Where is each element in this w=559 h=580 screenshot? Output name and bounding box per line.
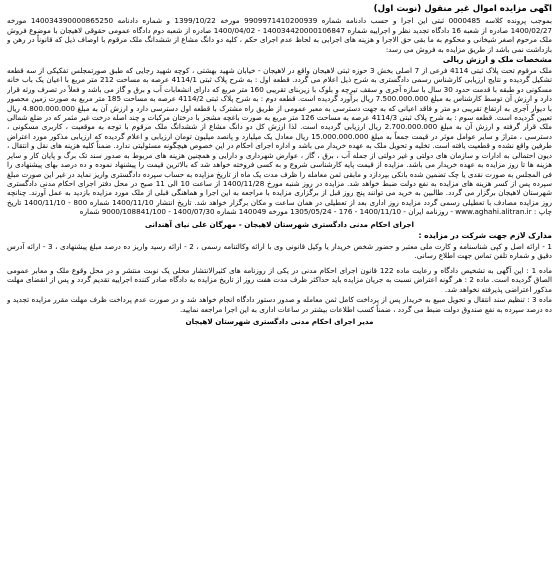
terms-paragraph-2: ماده 3 : تنظیم سند انتقال و تحویل مبیع به خریدار پس از پرداخت کامل ثمن معامله و صدور دستور دادگاه انجام خواهد شد و در صورت عدم پرداخت ظرف مهلت مقرر مزایده تجدید و ده درصد سپرده به نفع صندوق دولت ضبط می گردد ، ضمناً کسب اطلاعات بیشتر در ساعات اداری به این اجرا مراجعه نمایید. (7, 295, 552, 314)
documents-list: 1 - ارائه اصل و کپی شناسنامه و کارت ملی معتبر و حضور شخص خریدار یا وکیل قانونی وی با ارائه وکالتنامه رسمی ، 2 - ارائه رسید واریز ده درصد مبلغ پیشنهادی ، 3 - ارائه آدرس دقیق و شماره تلفن تماس جهت اطلاع رسانی. (7, 241, 552, 261)
notice-page (7, 4, 552, 572)
notice-body: ملک مرقوم تحت پلاک ثبتی 4114 فرعی از 7 اصلی بخش 3 حوزه ثبتی لاهیجان واقع در لاهیجان - خیابان شهید بهشتی ، کوچه شهید رجایی که طبق صورتمجلس تفکیکی از سه قطعه تشکیل گردیده و نتایج ارزیابی کارشناس رسمی دادگستری به شرح ذیل اعلام می گردد. قطعه اول : به شرح پلاک ثبتی 4114/1 عرصه به مساحت 212 متر مربع با اعیان یک باب خانه مسکونی دو طبقه با قدمت حدود 30 سال با سازه آجری و سقف تیرچه و بلوک با زیربنای تقریبی 160 متر مربع که دارای انشعابات آب و برق و گاز می باشد و فعلاً در تصرف ورثه قرار دارد و ارزش آن توسط کارشناس به مبلغ 7.500.000.000 ریال برآورد گردیده است. قطعه دوم : به شرح پلاک ثبتی 4114/2 عرصه به مساحت 185 متر مربع به صورت زمین محصور با دیوار آجری به ارتفاع تقریبی دو متر و فاقد اعیانی که به جهت دسترسی به معبر عمومی از طریق راه مشترک با قطعه اول دسترسی دارد و ارزش آن به مبلغ 4.800.000.000 ریال تعیین گردیده است. قطعه سوم : به شرح پلاک ثبتی 4114/3 عرصه به مساحت 126 متر مربع به صورت باغچه مشجر با درختان مرکبات و چند اصله درخت غیر مثمر که در ضلع شمالی ملک قرار گرفته و ارزش آن به مبلغ 2.700.000.000 ریال ارزیابی گردیده است. لذا ارزش کل دو دانگ مشاع از ششدانگ ملک مرقوم با توجه به موقعیت ، کاربری مسکونی ، دسترسی ، متراژ و سایر عوامل موثر در قیمت جمعاً به مبلغ 15.000.000.000 ریال معادل یک میلیارد و پانصد میلیون تومان ارزیابی و اعلام گردیده که ارزیابی مذکور مورد اعتراض طرفین واقع نشده و قطعیت یافته است. تخلیه و تحویل ملک به عهده خریدار می باشد و اداره اجرای احکام در این خصوص هیچگونه مسئولیتی ندارد. ضمناً کلیه هزینه های نقل و انتقال ، دیون احتمالی به ادارات و سازمان های دولتی و غیر دولتی از جمله آب ، برق ، گاز ، عوارض شهرداری و دارایی و همچنین هزینه های مربوط به صدور سند تک برگ و پایان کار و سایر هزینه ها تا روز مزایده به عهده خریدار می باشد. مزایده از قیمت پایه کارشناسی شروع و به کسی فروخته خواهد شد که بالاترین قیمت را پیشنهاد نموده و ده درصد بهای پیشنهادی را فی المجلس به صورت نقدی یا چک تضمین شده بانکی بپردازد و مابقی ثمن معامله را ظرف مدت یک ماه از تاریخ مزایده به حساب سپرده دادگستری واریز نماید در غیر این صورت مبلغ سپرده پس از کسر هزینه های مزایده به نفع دولت ضبط خواهد شد. مزایده در روز شنبه مورخ 1400/11/28 از ساعت 10 الی 11 صبح در محل دفتر اجرای احکام مدنی دادگستری شهرستان لاهیجان برگزار می گردد. طالبین به خرید می توانند پنج روز قبل از برگزاری مزایده با مراجعه به این اجرا و هماهنگی قبلی از ملک مورد مزایده بازدید به عمل آورند. چنانچه روز مزایده مصادف با تعطیلی رسمی گردد مزایده روز اداری بعد از تعطیلی در همان ساعت و مکان برگزار خواهد شد. تاریخ انتشار 1400/11/10 شماره 800 - 1400/11/10 تاریخ چاپ : www.aghahi.alitran.ir - روزنامه ایران - 1400/11/10 - 176 - 1305/05/24 مورخه 140049 شماره 1400/07/30 - 9000/108841/100 شماره (7, 65, 552, 217)
documents-title: مدارک لازم جهت شرکت در مزایده : (418, 231, 552, 241)
notice-signature: اجرای احکام مدنی دادگستری شهرستان لاهیجان - مهرگان علی نیای آهندانی (145, 219, 414, 229)
notice-footer: مدیر اجرای احکام مدنی دادگستری شهرستان لاهیجان (185, 316, 374, 326)
section-title: مشخصات ملک و ارزش ریالی (442, 54, 552, 64)
notice-header: بموجب پرونده کلاسه 0000485 ثبتی این اجرا و حسب دادنامه شماره 9909971410200939 مورخه 1399/10/22 و شماره دادنامه 140034390000865250 مورخه 1400/02/27 صادره از شعبه 16 دادگاه تجدید نظر و اجراییه شماره 140034420000106847 - 1400/04/02 صادره از شعبه دوم دادگاه عمومی حقوقی لاهیجان با موضوع فروش ملک مرحوم اصغر شیخانی و محکوم به ما بقی حق الاجرا و هزینه های اجرایی به لحاظ عدم اجرای حکم ، کلیه دو دانگ مشاع از ششدانگ ملک مرقوم با اوصاف ذیل که قانوناً در رهن و بازداشت نمی باشد از طریق مزایده به فروش می رسد: (7, 16, 552, 54)
notice-title: آگهی مزایده اموال غیر منقول (نوبت اول) (373, 4, 552, 14)
terms-paragraph-1: ماده 1 : این آگهی به تشخیص دادگاه و رعایت ماده 122 قانون اجرای احکام مدنی در یکی از روزنامه های کثیرالانتشار محلی یک نوبت منتشر و در محل وقوع ملک و معابر عمومی الصاق گردیده است. ماده 2 : هر گونه اعتراض نسبت به جریان مزایده باید حداکثر ظرف مدت هفت روز از تاریخ مزایده به دادگاه صادر کننده اجراییه تقدیم گردد و پس از انقضای مهلت مذکور اعتراضی پذیرفته نخواهد شد. (7, 265, 552, 294)
